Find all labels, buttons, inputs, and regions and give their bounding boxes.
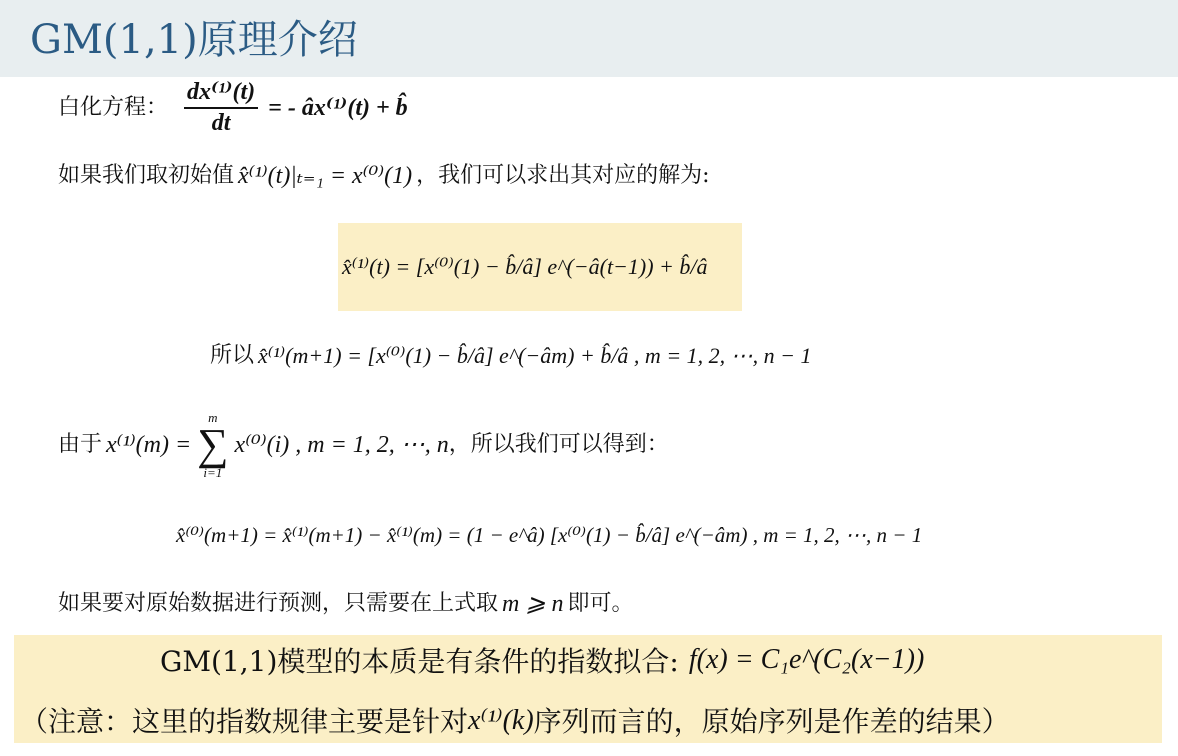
derivative-fraction — [184, 78, 258, 138]
derivative-denominator: dt — [211, 110, 231, 136]
accumulation-lhs: x⁽¹⁾(m) = — [106, 431, 192, 458]
prediction-text: 如果要对原始数据进行预测，只需要在上式取 — [58, 590, 499, 616]
summary-line-1 — [160, 640, 924, 680]
solution-formula: x̂⁽¹⁾(t) = [x⁽⁰⁾(1) − b̂/â] e^(−â(t−1)) + b̂/â — [342, 253, 708, 279]
summation-lower: i=1 — [203, 464, 223, 480]
whitening-equation-line — [58, 78, 408, 138]
shifted-solution-prefix: 所以 — [210, 342, 255, 368]
initial-value-line — [58, 156, 710, 196]
summary-text-1: GM(1,1)模型的本质是有条件的指数拟合: — [160, 645, 679, 678]
summary-text-2: （注意：这里的指数规律主要是针对 — [20, 705, 469, 738]
whitening-equation — [180, 78, 408, 138]
sigma-icon: ∑ — [197, 420, 229, 470]
accumulation-formula — [106, 410, 449, 481]
accumulation-line — [58, 405, 669, 485]
initial-value-formula: x̂⁽¹⁾(t)|ₜ₌₁ = x⁽⁰⁾(1) — [238, 162, 413, 189]
restored-sequence-formula: x̂⁽⁰⁾(m+1) = x̂⁽¹⁾(m+1) − x̂⁽¹⁾(m) = (1 − e^â) [x⁽⁰⁾(1) − b̂/â] e^(−âm) , m = 1, 2, ⋯, n − 1 — [176, 523, 923, 548]
solution-formula-line — [342, 228, 708, 306]
summation-symbol — [197, 410, 228, 481]
whitening-equation-rhs: = - âx⁽¹⁾(t) + b̂ — [268, 94, 408, 121]
summation-upper: m — [208, 409, 218, 425]
prediction-condition: m ⩾ n — [502, 590, 564, 617]
restored-sequence-line — [176, 498, 922, 574]
derivative-numerator: dx⁽¹⁾(t) — [184, 78, 258, 109]
accumulation-rhs: x⁽⁰⁾(i) , m = 1, 2, ⋯, n — [234, 431, 449, 458]
accumulation-prefix: 由于 — [58, 431, 103, 457]
shifted-solution-line — [210, 318, 812, 394]
accumulation-tail: ，所以我们可以得到： — [448, 431, 669, 457]
prediction-line — [58, 586, 633, 622]
summary-line-2 — [20, 700, 1010, 740]
summary-sequence: x⁽¹⁾(k) — [468, 705, 534, 736]
initial-value-text: 如果我们取初始值 — [58, 162, 235, 188]
whitening-equation-label: 白化方程： — [58, 94, 169, 120]
page-header — [0, 0, 1178, 77]
page-title: GM(1,1)原理介绍 — [30, 17, 358, 63]
summary-text-2-tail: 序列而言的，原始序列是作差的结果） — [533, 705, 1010, 738]
shifted-solution-formula: x̂⁽¹⁾(m+1) = [x⁽⁰⁾(1) − b̂/â] e^(−âm) + b̂/â , m = 1, 2, ⋯, n − 1 — [258, 342, 812, 368]
prediction-tail: 即可。 — [567, 590, 634, 616]
initial-value-tail: ，我们可以求出其对应的解为: — [416, 162, 710, 188]
summary-formula: f(x) = C₁e^(C₂(x−1)) — [688, 644, 925, 675]
